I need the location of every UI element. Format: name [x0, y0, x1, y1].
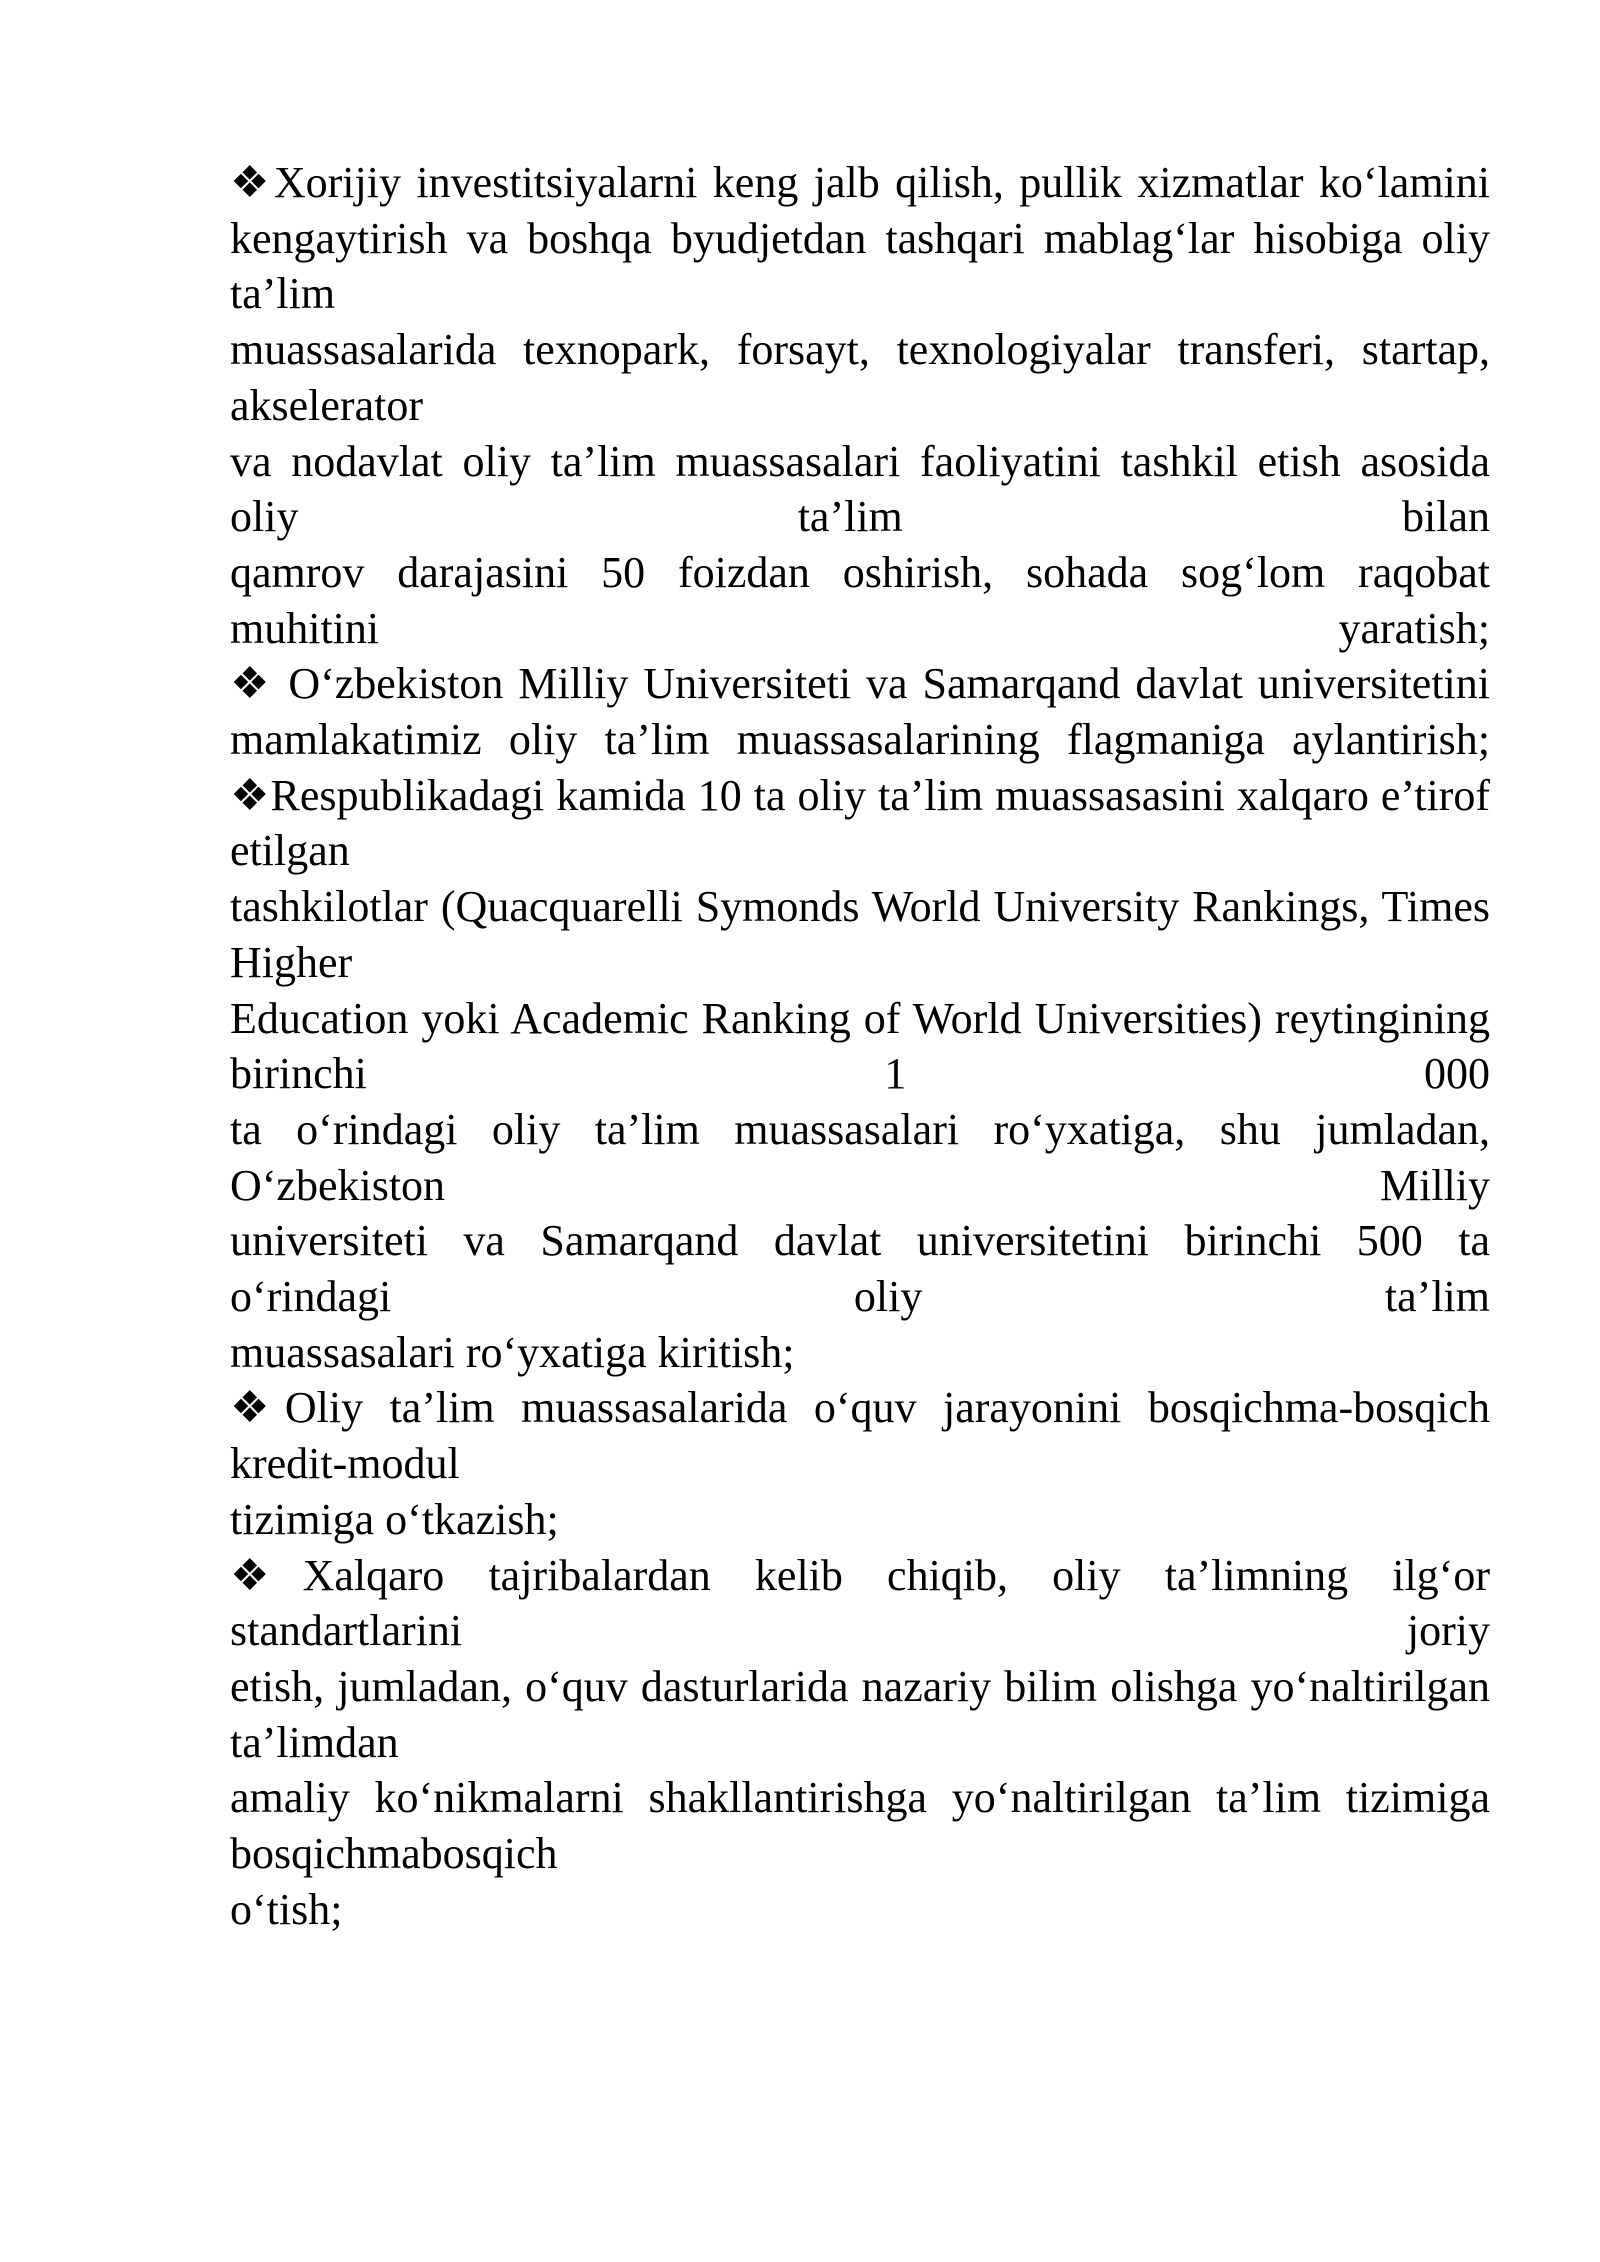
text-line: amaliy ko‘nikmalarni shakllantirishga yo‘naltirilgan ta’lim tizimiga bosqichmabosqich — [230, 1773, 1490, 1879]
bullet-paragraph — [230, 656, 1490, 767]
text-line: ❖Xalqaro tajribalardan kelib chiqib, oliy ta’limning ilg‘or standartlarini joriy — [230, 1550, 1490, 1656]
text-line: universiteti va Samarqand davlat universitetini birinchi 500 ta o‘rindagi oliy ta’lim — [230, 1216, 1490, 1322]
text-line: tashkilotlar (Quacquarelli Symonds World University Rankings, Times Higher — [230, 882, 1490, 987]
text-line: va nodavlat oliy ta’lim muassasalari faoliyatini tashkil etish asosida oliy ta’lim bilan — [230, 436, 1490, 542]
text-line: muassasalari ro‘yxatiga kiritish; — [230, 1327, 795, 1377]
bullet-paragraph — [230, 1380, 1490, 1547]
bullet-paragraph — [230, 768, 1490, 1381]
bullet-paragraph — [230, 1548, 1490, 1938]
text-line: ❖Respublikadagi kamida 10 ta oliy ta’lim muassasasini xalqaro e’tirof etilgan — [230, 770, 1490, 876]
text-line: ta o‘rindagi oliy ta’lim muassasalari ro‘yxatiga, shu jumladan, O‘zbekiston Milliy — [230, 1104, 1490, 1210]
text-line: mamlakatimiz oliy ta’lim muassasalarining flagmaniga aylantirish; — [230, 715, 1490, 765]
text-line: muassasalarida texnopark, forsayt, texnologiyalar transferi, startap, akselerator — [230, 325, 1490, 430]
text-line: qamrov darajasini 50 foizdan oshirish, sohada sog‘lom raqobat muhitini yaratish; — [230, 547, 1490, 653]
text-line: Education yoki Academic Ranking of World Universities) reytingining birinchi 1 000 — [230, 993, 1490, 1099]
text-line: tizimiga o‘tkazish; — [230, 1494, 559, 1544]
text-line: kengaytirish va boshqa byudjetdan tashqari mablag‘lar hisobiga oliy ta’lim — [230, 213, 1490, 319]
bullet-paragraph — [230, 155, 1490, 656]
text-line: ❖Oliy ta’lim muassasalarida o‘quv jarayonini bosqichma-bosqich kredit-modul — [230, 1383, 1490, 1489]
text-line: ❖Xorijiy investitsiyalarni keng jalb qilish, pullik xizmatlar ko‘lamini — [230, 158, 1490, 207]
text-line: o‘tish; — [230, 1884, 343, 1934]
text-line: ❖ O‘zbekiston Milliy Universiteti va Samarqand davlat universitetini — [230, 659, 1490, 709]
text-line: etish, jumladan, o‘quv dasturlarida nazariy bilim olishga yo‘naltirilgan ta’limdan — [230, 1661, 1490, 1767]
document-page — [230, 155, 1490, 1938]
